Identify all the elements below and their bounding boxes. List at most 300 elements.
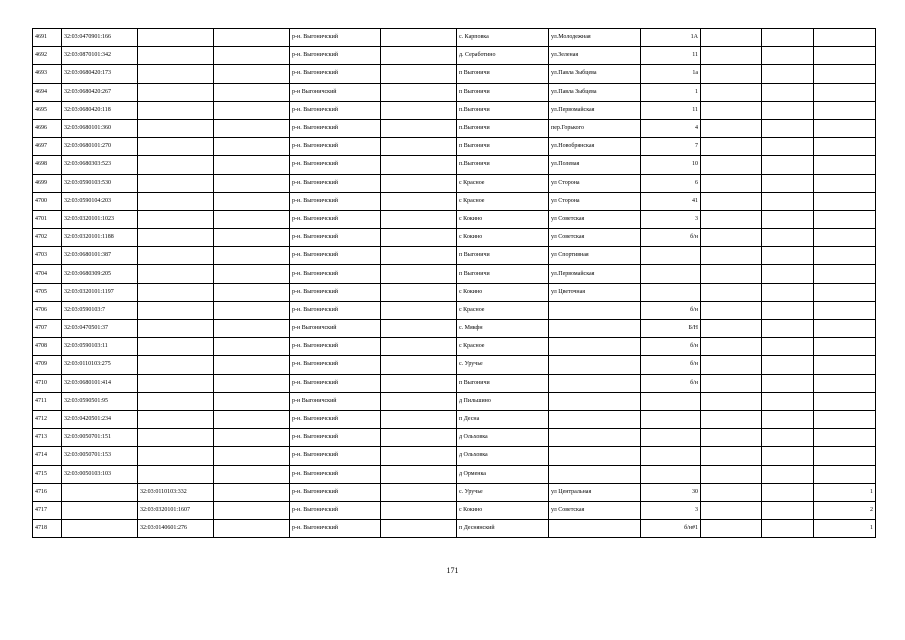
cell-empty — [214, 138, 290, 156]
cell-empty — [762, 374, 814, 392]
cell-row-number: 4691 — [33, 29, 62, 47]
cell-district: р-н Выгоничский — [290, 320, 381, 338]
cell-count — [814, 210, 876, 228]
cell-empty — [701, 501, 762, 519]
cell-house-number: 6 — [641, 174, 701, 192]
cell-empty — [762, 447, 814, 465]
cell-empty — [214, 29, 290, 47]
cell-house-number: 30 — [641, 483, 701, 501]
table-row — [33, 210, 876, 228]
cell-cadastral-number-2 — [138, 247, 214, 265]
cell-cadastral-number: 32:03:0680309:205 — [62, 265, 138, 283]
cell-empty — [701, 374, 762, 392]
cell-district: р-н. Выгоничский — [290, 465, 381, 483]
cell-house-number: 1а — [641, 65, 701, 83]
cell-empty — [214, 374, 290, 392]
cell-street — [549, 374, 641, 392]
cell-house-number: 1 — [641, 83, 701, 101]
table-row — [33, 83, 876, 101]
cell-count — [814, 429, 876, 447]
cell-row-number: 4713 — [33, 429, 62, 447]
cell-street — [549, 429, 641, 447]
cell-locality: п Выгоничи — [457, 83, 549, 101]
table-row — [33, 156, 876, 174]
cell-house-number — [641, 429, 701, 447]
cell-house-number: 4 — [641, 119, 701, 137]
cell-count — [814, 320, 876, 338]
cell-house-number: 11 — [641, 47, 701, 65]
cell-count — [814, 338, 876, 356]
cell-empty — [762, 465, 814, 483]
cell-empty — [701, 392, 762, 410]
cell-street — [549, 320, 641, 338]
cell-house-number — [641, 247, 701, 265]
cell-row-number: 4705 — [33, 283, 62, 301]
cell-locality: п Выгоничи — [457, 265, 549, 283]
cell-count — [814, 138, 876, 156]
cell-district: р-н. Выгоничский — [290, 247, 381, 265]
cell-empty — [381, 483, 457, 501]
cell-locality: с Кокино — [457, 501, 549, 519]
cell-count — [814, 374, 876, 392]
cell-locality: с. Карповка — [457, 29, 549, 47]
cell-cadastral-number-2 — [138, 29, 214, 47]
cell-locality: п Десна — [457, 410, 549, 428]
cell-empty — [762, 83, 814, 101]
cell-empty — [762, 65, 814, 83]
cell-empty — [214, 65, 290, 83]
cell-empty — [381, 320, 457, 338]
cell-cadastral-number — [62, 483, 138, 501]
table-row — [33, 520, 876, 538]
cell-empty — [701, 174, 762, 192]
table-row — [33, 192, 876, 210]
table-row — [33, 283, 876, 301]
cell-locality: п.Выгоничи — [457, 119, 549, 137]
cell-empty — [701, 356, 762, 374]
cell-empty — [762, 338, 814, 356]
cell-locality: с Кокино — [457, 283, 549, 301]
cell-locality: п.Выгоничи — [457, 156, 549, 174]
cell-empty — [214, 47, 290, 65]
cell-empty — [762, 301, 814, 319]
cell-house-number: Б/Н — [641, 320, 701, 338]
cell-empty — [381, 156, 457, 174]
cell-house-number: 41 — [641, 192, 701, 210]
registry-sheet — [32, 28, 876, 538]
cell-row-number: 4693 — [33, 65, 62, 83]
cell-cadastral-number-2 — [138, 210, 214, 228]
cell-house-number — [641, 265, 701, 283]
cell-empty — [214, 501, 290, 519]
cell-district: р-н. Выгоничский — [290, 174, 381, 192]
table-row — [33, 101, 876, 119]
cell-count — [814, 156, 876, 174]
cell-district: р-н. Выгоничский — [290, 338, 381, 356]
cell-street — [549, 301, 641, 319]
cell-cadastral-number: 32:03:0320101:1023 — [62, 210, 138, 228]
cell-empty — [214, 410, 290, 428]
cell-cadastral-number: 32:03:0590103:7 — [62, 301, 138, 319]
cell-row-number: 4710 — [33, 374, 62, 392]
cell-locality: п.Выгоничи — [457, 101, 549, 119]
cell-empty — [214, 447, 290, 465]
cell-locality: п Выгоничи — [457, 247, 549, 265]
cell-empty — [701, 101, 762, 119]
cell-cadastral-number: 32:03:0110103:275 — [62, 356, 138, 374]
cell-empty — [762, 320, 814, 338]
table-row — [33, 320, 876, 338]
cell-cadastral-number-2 — [138, 429, 214, 447]
cell-cadastral-number-2: 32:03:0320101:1607 — [138, 501, 214, 519]
cell-district: р-н. Выгоничский — [290, 520, 381, 538]
cell-empty — [762, 192, 814, 210]
cell-district: р-н. Выгоничский — [290, 156, 381, 174]
cell-empty — [701, 320, 762, 338]
cell-cadastral-number: 32:03:0680101:270 — [62, 138, 138, 156]
cell-street: ул Цветочная — [549, 283, 641, 301]
cell-cadastral-number-2 — [138, 156, 214, 174]
cell-cadastral-number: 32:03:0870101:342 — [62, 47, 138, 65]
cell-street: ул.Павла Зыбцева — [549, 83, 641, 101]
cell-district: р-н. Выгоничский — [290, 229, 381, 247]
cell-empty — [381, 192, 457, 210]
cell-count — [814, 65, 876, 83]
cell-empty — [701, 65, 762, 83]
cell-district: р-н. Выгоничский — [290, 119, 381, 137]
cell-count: 1 — [814, 520, 876, 538]
cell-count — [814, 29, 876, 47]
cell-empty — [214, 265, 290, 283]
cell-row-number: 4707 — [33, 320, 62, 338]
cell-cadastral-number-2 — [138, 229, 214, 247]
cell-district: р-н. Выгоничский — [290, 429, 381, 447]
cell-street: ул.Первомайская — [549, 265, 641, 283]
cell-street: ул.Зеленая — [549, 47, 641, 65]
cell-cadastral-number-2 — [138, 283, 214, 301]
cell-district: р-н. Выгоничский — [290, 374, 381, 392]
cell-row-number: 4700 — [33, 192, 62, 210]
cell-row-number: 4703 — [33, 247, 62, 265]
cell-empty — [701, 229, 762, 247]
cell-house-number: 3 — [641, 210, 701, 228]
cell-empty — [381, 501, 457, 519]
cell-empty — [214, 174, 290, 192]
cell-empty — [701, 465, 762, 483]
cell-empty — [701, 301, 762, 319]
cell-locality: д Ольховка — [457, 429, 549, 447]
cell-empty — [381, 429, 457, 447]
cell-empty — [381, 65, 457, 83]
cell-row-number: 4706 — [33, 301, 62, 319]
cell-cadastral-number: 32:03:0590103:530 — [62, 174, 138, 192]
cell-empty — [214, 320, 290, 338]
cell-empty — [701, 47, 762, 65]
cell-street: ул Советская — [549, 501, 641, 519]
cell-empty — [762, 210, 814, 228]
cell-cadastral-number-2 — [138, 392, 214, 410]
cell-district: р-н. Выгоничский — [290, 410, 381, 428]
cell-locality: с. Уручье — [457, 356, 549, 374]
cell-street — [549, 447, 641, 465]
cell-empty — [701, 210, 762, 228]
cell-count — [814, 283, 876, 301]
cell-row-number: 4711 — [33, 392, 62, 410]
cell-empty — [701, 283, 762, 301]
cell-empty — [762, 29, 814, 47]
cell-row-number: 4694 — [33, 83, 62, 101]
cell-cadastral-number: 32:03:0590501:95 — [62, 392, 138, 410]
cell-cadastral-number: 32:03:0590104:203 — [62, 192, 138, 210]
cell-row-number: 4717 — [33, 501, 62, 519]
cell-district: р-н. Выгоничский — [290, 138, 381, 156]
cell-district: р-н. Выгоничский — [290, 283, 381, 301]
cell-cadastral-number: 32:03:0470901:166 — [62, 29, 138, 47]
cell-empty — [214, 119, 290, 137]
cell-empty — [701, 338, 762, 356]
cell-empty — [381, 301, 457, 319]
cell-locality: с Красное — [457, 174, 549, 192]
table-row — [33, 265, 876, 283]
table-row — [33, 483, 876, 501]
cell-street — [549, 520, 641, 538]
table-row — [33, 429, 876, 447]
cell-row-number: 4699 — [33, 174, 62, 192]
cell-locality: с Кокино — [457, 210, 549, 228]
cell-empty — [214, 356, 290, 374]
cell-cadastral-number-2 — [138, 47, 214, 65]
cell-street — [549, 410, 641, 428]
cell-empty — [762, 156, 814, 174]
table-row — [33, 501, 876, 519]
cell-locality: с. Уручье — [457, 483, 549, 501]
cell-house-number: 1А — [641, 29, 701, 47]
cell-district: р-н. Выгоничский — [290, 447, 381, 465]
cell-count — [814, 83, 876, 101]
cell-district: р-н. Выгоничский — [290, 192, 381, 210]
cell-district: р-н. Выгоничский — [290, 65, 381, 83]
cell-empty — [762, 247, 814, 265]
cell-cadastral-number: 32:03:0050701:153 — [62, 447, 138, 465]
cell-cadastral-number: 32:03:0680420:267 — [62, 83, 138, 101]
cell-empty — [701, 83, 762, 101]
cell-cadastral-number-2 — [138, 338, 214, 356]
cell-row-number: 4712 — [33, 410, 62, 428]
cell-empty — [214, 101, 290, 119]
cell-locality: д Орменка — [457, 465, 549, 483]
cell-empty — [214, 465, 290, 483]
cell-street: ул Спортивная — [549, 247, 641, 265]
cell-district: р-н. Выгоничский — [290, 265, 381, 283]
cell-empty — [762, 265, 814, 283]
cell-row-number: 4716 — [33, 483, 62, 501]
cell-empty — [762, 392, 814, 410]
table-row — [33, 119, 876, 137]
cell-cadastral-number-2: 32:03:0110103:332 — [138, 483, 214, 501]
cell-empty — [762, 47, 814, 65]
cell-street: ул Советская — [549, 210, 641, 228]
cell-empty — [214, 301, 290, 319]
table-row — [33, 301, 876, 319]
cell-empty — [214, 429, 290, 447]
cell-cadastral-number-2: 32:03:0140601:276 — [138, 520, 214, 538]
cell-empty — [381, 410, 457, 428]
cell-count — [814, 301, 876, 319]
cell-locality: д Пильшино — [457, 392, 549, 410]
cell-cadastral-number-2 — [138, 356, 214, 374]
cell-street: ул.Первомайская — [549, 101, 641, 119]
cell-row-number: 4702 — [33, 229, 62, 247]
cell-empty — [381, 392, 457, 410]
cell-locality: с Кокино — [457, 229, 549, 247]
cell-row-number: 4708 — [33, 338, 62, 356]
cell-cadastral-number: 32:03:0470501:37 — [62, 320, 138, 338]
cell-count — [814, 392, 876, 410]
cell-district: р-н. Выгоничский — [290, 501, 381, 519]
cell-empty — [381, 138, 457, 156]
cell-empty — [381, 101, 457, 119]
cell-count — [814, 192, 876, 210]
cell-count — [814, 465, 876, 483]
cell-row-number: 4696 — [33, 119, 62, 137]
cell-empty — [214, 338, 290, 356]
cell-count — [814, 174, 876, 192]
cell-row-number: 4709 — [33, 356, 62, 374]
cell-empty — [214, 210, 290, 228]
cell-empty — [381, 520, 457, 538]
cell-cadastral-number: 32:03:0420501:234 — [62, 410, 138, 428]
cell-cadastral-number — [62, 520, 138, 538]
cell-district: р-н. Выгоничский — [290, 301, 381, 319]
cell-empty — [762, 119, 814, 137]
cell-count — [814, 410, 876, 428]
cell-house-number — [641, 465, 701, 483]
cell-cadastral-number: 32:03:0050701:151 — [62, 429, 138, 447]
cell-empty — [381, 47, 457, 65]
cell-cadastral-number-2 — [138, 65, 214, 83]
cell-house-number: 10 — [641, 156, 701, 174]
cell-house-number: б/н — [641, 229, 701, 247]
cell-cadastral-number: 32:03:0680101:414 — [62, 374, 138, 392]
cell-empty — [762, 101, 814, 119]
cell-cadastral-number-2 — [138, 119, 214, 137]
cell-house-number: б/н — [641, 301, 701, 319]
table-row — [33, 29, 876, 47]
cell-row-number: 4704 — [33, 265, 62, 283]
cell-district: р-н Выгоничский — [290, 83, 381, 101]
cell-row-number: 4718 — [33, 520, 62, 538]
cell-locality: п Выгоничи — [457, 374, 549, 392]
cell-empty — [762, 356, 814, 374]
cell-count — [814, 229, 876, 247]
cell-locality: п Выгоничи — [457, 65, 549, 83]
cell-empty — [381, 465, 457, 483]
cell-empty — [381, 447, 457, 465]
cell-district: р-н. Выгоничский — [290, 483, 381, 501]
cell-empty — [214, 392, 290, 410]
table-row — [33, 229, 876, 247]
cell-street: ул.Павла Зыбцева — [549, 65, 641, 83]
cell-row-number: 4697 — [33, 138, 62, 156]
cell-count — [814, 119, 876, 137]
cell-house-number — [641, 447, 701, 465]
cell-house-number: 7 — [641, 138, 701, 156]
cell-empty — [701, 138, 762, 156]
cell-cadastral-number: 32:03:0680101:387 — [62, 247, 138, 265]
cell-empty — [214, 192, 290, 210]
cell-district: р-н. Выгоничский — [290, 47, 381, 65]
cell-empty — [381, 283, 457, 301]
cell-locality: с. Мякфн — [457, 320, 549, 338]
cell-empty — [701, 520, 762, 538]
cell-empty — [701, 410, 762, 428]
table-row — [33, 374, 876, 392]
cell-count: 1 — [814, 483, 876, 501]
table-row — [33, 138, 876, 156]
cell-empty — [762, 174, 814, 192]
cell-empty — [762, 429, 814, 447]
cell-locality: д. Сеработино — [457, 47, 549, 65]
cell-street — [549, 356, 641, 374]
registry-table-body — [33, 29, 876, 538]
cell-empty — [214, 283, 290, 301]
cell-count — [814, 265, 876, 283]
cell-house-number: б/н — [641, 356, 701, 374]
cell-empty — [381, 83, 457, 101]
cell-row-number: 4701 — [33, 210, 62, 228]
cell-empty — [381, 29, 457, 47]
cell-empty — [701, 156, 762, 174]
cell-cadastral-number-2 — [138, 83, 214, 101]
cell-house-number: б/н#1 — [641, 520, 701, 538]
cell-cadastral-number — [62, 501, 138, 519]
cell-cadastral-number-2 — [138, 192, 214, 210]
cell-empty — [762, 483, 814, 501]
cell-street: ул Сторона — [549, 174, 641, 192]
cell-count: 2 — [814, 501, 876, 519]
cell-cadastral-number-2 — [138, 410, 214, 428]
cell-street — [549, 392, 641, 410]
page-number: 171 — [446, 566, 459, 575]
cell-empty — [701, 447, 762, 465]
cell-row-number: 4692 — [33, 47, 62, 65]
table-row — [33, 338, 876, 356]
cell-district: р-н. Выгоничский — [290, 356, 381, 374]
cell-empty — [381, 265, 457, 283]
table-row — [33, 65, 876, 83]
cell-empty — [701, 483, 762, 501]
table-row — [33, 447, 876, 465]
cell-street: ул.Полевая — [549, 156, 641, 174]
cell-empty — [381, 374, 457, 392]
registry-table — [32, 28, 876, 538]
cell-street: ул.Новобрянская — [549, 138, 641, 156]
cell-empty — [701, 265, 762, 283]
cell-cadastral-number-2 — [138, 447, 214, 465]
table-row — [33, 47, 876, 65]
cell-house-number — [641, 410, 701, 428]
cell-cadastral-number: 32:03:0680420:118 — [62, 101, 138, 119]
cell-cadastral-number-2 — [138, 320, 214, 338]
cell-empty — [762, 283, 814, 301]
cell-empty — [701, 192, 762, 210]
cell-district: р-н. Выгоничский — [290, 101, 381, 119]
cell-empty — [762, 138, 814, 156]
cell-empty — [762, 501, 814, 519]
cell-district: р-н. Выгоничский — [290, 210, 381, 228]
cell-count — [814, 356, 876, 374]
cell-empty — [381, 174, 457, 192]
